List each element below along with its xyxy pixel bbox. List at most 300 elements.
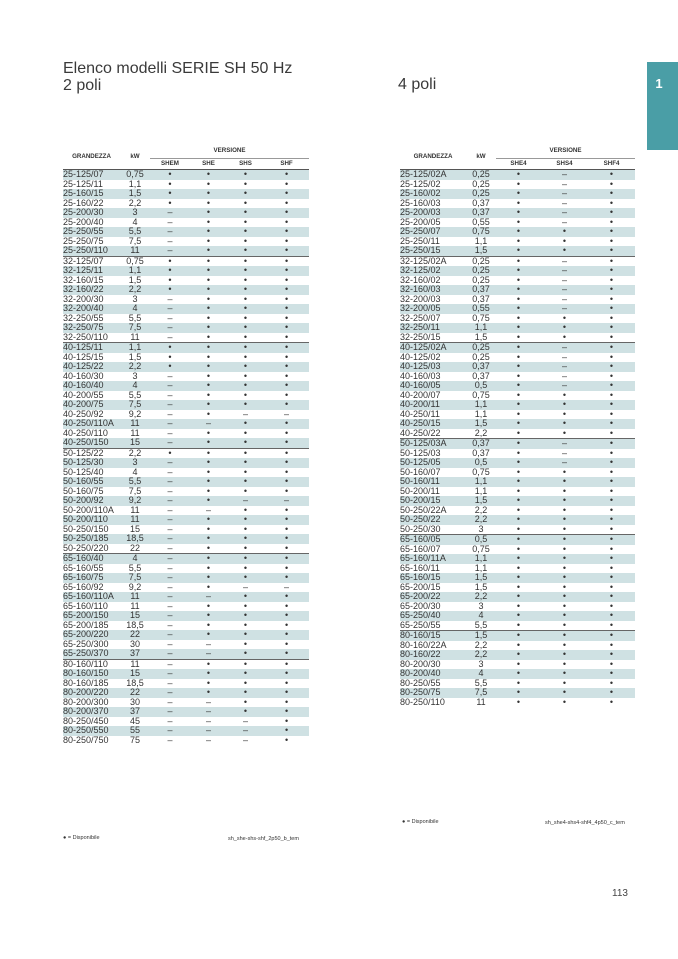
- version-availability: •: [264, 285, 309, 295]
- model-name: 65-200/185: [63, 620, 109, 630]
- version-availability: •: [264, 630, 309, 640]
- table-row: [63, 333, 309, 343]
- power-kw: 4: [120, 304, 150, 314]
- power-kw: 4: [120, 554, 150, 564]
- version-availability: –: [167, 371, 173, 381]
- version-availability: •: [609, 620, 614, 630]
- version-availability: •: [264, 611, 309, 621]
- model-name: 40-250/92: [63, 409, 104, 419]
- version-availability: –: [150, 400, 190, 410]
- model-name: 65-200/30: [400, 601, 441, 611]
- table-row: [400, 573, 635, 583]
- version-availability: •: [227, 592, 264, 602]
- version-availability: •: [588, 246, 635, 256]
- table-row: [400, 304, 635, 314]
- table-row: [63, 592, 309, 602]
- table-2-poli: [63, 144, 309, 745]
- version-availability: –: [541, 343, 588, 353]
- version-availability: •: [588, 208, 635, 218]
- version-availability: •: [609, 678, 614, 688]
- version-availability: •: [243, 697, 248, 707]
- model-name: 80-200/40: [400, 669, 466, 679]
- version-availability: –: [167, 332, 173, 342]
- table-row: [63, 170, 309, 180]
- version-availability: –: [205, 735, 211, 745]
- version-availability: •: [190, 256, 227, 266]
- version-availability: •: [609, 467, 614, 477]
- model-name: 40-125/03: [400, 362, 466, 372]
- version-availability: •: [609, 505, 614, 515]
- version-availability: •: [588, 535, 635, 545]
- table-row: [63, 554, 309, 564]
- power-kw: 0,75: [120, 170, 150, 180]
- power-kw: 3: [132, 294, 138, 304]
- model-name: 25-160/03: [400, 198, 441, 208]
- version-availability: •: [190, 515, 227, 525]
- version-availability: •: [243, 352, 248, 362]
- table-row: [400, 391, 635, 401]
- version-availability: –: [541, 266, 588, 276]
- version-availability: •: [190, 343, 227, 353]
- model-name: 32-250/07: [400, 313, 441, 323]
- version-availability: –: [167, 294, 173, 304]
- version-availability: •: [264, 189, 309, 199]
- power-kw: 0,75: [472, 390, 490, 400]
- version-availability: •: [496, 439, 541, 449]
- power-kw: 2,2: [128, 198, 142, 208]
- version-availability: •: [190, 246, 227, 256]
- table-row: [400, 641, 635, 651]
- model-name: 40-125/02: [400, 352, 441, 362]
- version-availability: •: [264, 304, 309, 314]
- table-row: [400, 679, 635, 689]
- version-availability: •: [243, 428, 248, 438]
- version-availability: –: [242, 716, 248, 726]
- version-availability: •: [206, 620, 211, 630]
- version-availability: •: [496, 650, 541, 660]
- power-kw: 1,1: [474, 236, 488, 246]
- version-availability: –: [150, 208, 190, 218]
- version-availability: •: [243, 332, 248, 342]
- power-kw: 5,5: [128, 563, 142, 573]
- model-name: 40-125/11: [63, 343, 120, 353]
- version-availability: •: [496, 688, 541, 698]
- model-name: 50-250/30: [400, 524, 441, 534]
- version-availability: •: [562, 678, 567, 688]
- version-availability: •: [588, 458, 635, 468]
- version-availability: •: [588, 496, 635, 506]
- power-kw: 37: [120, 707, 150, 717]
- power-kw: 0,37: [466, 439, 496, 449]
- version-availability: •: [496, 285, 541, 295]
- model-name: 65-160/110A: [63, 592, 120, 602]
- table-row: [63, 630, 309, 640]
- table-row: [63, 199, 309, 209]
- version-availability: •: [227, 630, 264, 640]
- version-availability: –: [167, 716, 173, 726]
- table-row: [400, 419, 635, 429]
- version-availability: •: [243, 371, 248, 381]
- version-availability: –: [150, 592, 190, 602]
- table-row: [63, 698, 309, 708]
- power-kw: 3: [478, 524, 484, 534]
- model-name: 65-160/75: [63, 573, 120, 583]
- table-row: [63, 218, 309, 228]
- version-availability: •: [284, 697, 289, 707]
- model-name: 40-160/03: [400, 371, 441, 381]
- version-availability: •: [243, 563, 248, 573]
- version-availability: •: [609, 524, 614, 534]
- version-availability: –: [242, 735, 248, 745]
- version-availability: •: [243, 639, 248, 649]
- table-row: [63, 659, 309, 669]
- version-availability: •: [264, 343, 309, 353]
- table-row: [400, 554, 635, 564]
- table-row: [63, 256, 309, 266]
- version-availability: •: [562, 563, 567, 573]
- version-availability: •: [190, 554, 227, 564]
- table-row: [63, 679, 309, 689]
- version-availability: •: [264, 362, 309, 372]
- version-availability: •: [284, 467, 289, 477]
- version-availability: •: [227, 266, 264, 276]
- power-kw: 0,5: [466, 381, 496, 391]
- version-availability: –: [150, 381, 190, 391]
- version-availability: •: [496, 535, 541, 545]
- version-availability: •: [516, 236, 521, 246]
- version-availability: •: [168, 198, 172, 208]
- version-availability: –: [167, 217, 173, 227]
- model-name: 65-200/22: [400, 592, 466, 602]
- version-availability: •: [206, 678, 211, 688]
- version-availability: •: [264, 649, 309, 659]
- power-kw: 2,2: [474, 640, 488, 650]
- col-header-shs: SHS: [227, 159, 264, 170]
- power-kw: 1,5: [120, 189, 150, 199]
- power-kw: 2,2: [466, 592, 496, 602]
- model-name: 50-250/185: [63, 534, 120, 544]
- power-kw: 2,2: [466, 650, 496, 660]
- table-row: [63, 564, 309, 574]
- table-row: [63, 438, 309, 448]
- version-availability: •: [541, 246, 588, 256]
- table-row: [63, 487, 309, 497]
- version-availability: •: [264, 208, 309, 218]
- version-availability: –: [205, 505, 211, 515]
- version-availability: •: [516, 524, 521, 534]
- version-availability: •: [243, 294, 248, 304]
- power-kw: 1,1: [474, 409, 488, 419]
- version-availability: •: [516, 601, 521, 611]
- version-availability: •: [190, 611, 227, 621]
- version-availability: •: [264, 170, 309, 180]
- version-availability: –: [150, 458, 190, 468]
- power-kw: 5,5: [120, 477, 150, 487]
- table-row: [400, 515, 635, 525]
- version-availability: –: [541, 362, 588, 372]
- power-kw: 1,5: [466, 496, 496, 506]
- version-availability: –: [150, 438, 190, 448]
- power-kw: 4: [466, 669, 496, 679]
- table-row: [400, 449, 635, 459]
- version-availability: •: [588, 343, 635, 353]
- power-kw: 2,2: [466, 515, 496, 525]
- version-availability: •: [588, 573, 635, 583]
- table-row: [400, 285, 635, 295]
- version-availability: •: [588, 256, 635, 266]
- version-availability: •: [284, 332, 289, 342]
- version-availability: •: [516, 313, 521, 323]
- model-name: 32-200/40: [63, 304, 120, 314]
- version-availability: •: [284, 620, 289, 630]
- table-row: [63, 372, 309, 382]
- table-row: [63, 717, 309, 727]
- version-availability: •: [227, 458, 264, 468]
- version-availability: •: [190, 659, 227, 669]
- version-availability: •: [284, 390, 289, 400]
- table-row: [63, 583, 309, 593]
- version-availability: –: [150, 496, 190, 506]
- version-availability: •: [588, 362, 635, 372]
- version-availability: –: [167, 428, 173, 438]
- model-name: 32-160/15: [63, 275, 104, 285]
- version-availability: –: [167, 467, 173, 477]
- version-availability: •: [609, 640, 614, 650]
- version-availability: •: [264, 227, 309, 237]
- power-kw: 11: [120, 246, 150, 256]
- version-availability: •: [562, 332, 567, 342]
- version-availability: –: [561, 352, 567, 362]
- power-kw: 0,75: [120, 256, 150, 266]
- version-availability: •: [609, 390, 614, 400]
- version-availability: •: [190, 477, 227, 487]
- power-kw: 15: [129, 524, 140, 534]
- version-availability: •: [227, 477, 264, 487]
- model-name: 25-200/30: [63, 208, 120, 218]
- version-availability: •: [206, 467, 211, 477]
- model-name: 65-200/15: [400, 582, 441, 592]
- power-kw: 0,25: [466, 256, 496, 266]
- version-availability: •: [284, 505, 289, 515]
- version-availability: •: [168, 179, 172, 189]
- table-row: [63, 515, 309, 525]
- model-name: 25-125/11: [63, 179, 103, 189]
- version-availability: –: [227, 496, 264, 506]
- table-row: [400, 611, 635, 621]
- model-name: 25-250/75: [63, 236, 104, 246]
- version-availability: •: [206, 294, 211, 304]
- version-availability: •: [206, 217, 211, 227]
- table-row: [63, 496, 309, 506]
- power-kw: 2,2: [120, 285, 150, 295]
- table-row: [63, 362, 309, 372]
- version-availability: •: [206, 179, 211, 189]
- version-availability: –: [150, 611, 190, 621]
- version-availability: •: [190, 170, 227, 180]
- power-kw: 37: [120, 649, 150, 659]
- version-availability: •: [516, 620, 521, 630]
- version-availability: •: [264, 515, 309, 525]
- version-availability: •: [609, 236, 614, 246]
- version-availability: •: [284, 371, 289, 381]
- version-availability: •: [562, 582, 567, 592]
- table-row: [400, 525, 635, 535]
- power-kw: 18,5: [120, 534, 150, 544]
- table-row: [63, 458, 309, 468]
- version-availability: •: [227, 554, 264, 564]
- power-kw: 15: [120, 611, 150, 621]
- col-header-versione: VERSIONE: [496, 144, 635, 159]
- version-availability: •: [609, 332, 614, 342]
- version-availability: •: [541, 611, 588, 621]
- version-availability: •: [284, 294, 289, 304]
- power-kw: 5,5: [128, 313, 142, 323]
- version-availability: •: [227, 534, 264, 544]
- power-kw: 30: [129, 639, 140, 649]
- version-availability: •: [496, 304, 541, 314]
- version-availability: •: [227, 362, 264, 372]
- table-row: [63, 353, 309, 363]
- version-availability: •: [516, 678, 521, 688]
- version-availability: •: [190, 400, 227, 410]
- version-availability: –: [150, 649, 190, 659]
- version-availability: •: [516, 217, 521, 227]
- version-availability: •: [609, 275, 614, 285]
- version-availability: •: [562, 467, 567, 477]
- version-availability: –: [541, 208, 588, 218]
- version-availability: –: [541, 170, 588, 180]
- power-kw: 1,1: [120, 343, 150, 353]
- table-row: [63, 314, 309, 324]
- version-availability: •: [150, 285, 190, 295]
- power-kw: 1,1: [466, 554, 496, 564]
- version-availability: •: [516, 352, 521, 362]
- table-row: [63, 246, 309, 256]
- version-availability: •: [516, 332, 521, 342]
- col-header-versione: VERSIONE: [150, 144, 309, 159]
- model-name: 80-160/22A: [400, 640, 447, 650]
- version-availability: •: [227, 304, 264, 314]
- version-availability: •: [588, 631, 635, 641]
- version-availability: •: [190, 496, 227, 506]
- power-kw: 30: [129, 697, 140, 707]
- model-name: 25-160/22: [63, 198, 104, 208]
- version-availability: •: [190, 630, 227, 640]
- power-kw: 0,75: [472, 467, 490, 477]
- version-availability: •: [562, 640, 567, 650]
- legend-text: = Disponibile: [406, 819, 439, 825]
- power-kw: 22: [129, 543, 140, 553]
- version-availability: •: [227, 246, 264, 256]
- page-number: 113: [612, 888, 628, 899]
- power-kw: 0,37: [466, 285, 496, 295]
- model-name: 65-200/220: [63, 630, 120, 640]
- model-name: 25-200/05: [400, 217, 441, 227]
- version-availability: •: [588, 554, 635, 564]
- version-availability: –: [205, 697, 211, 707]
- power-kw: 0,75: [466, 227, 496, 237]
- version-availability: –: [190, 726, 227, 736]
- table-row: [400, 199, 635, 209]
- model-name: 65-160/92: [63, 582, 104, 592]
- version-availability: •: [588, 477, 635, 487]
- version-availability: •: [516, 428, 521, 438]
- version-availability: –: [541, 304, 588, 314]
- model-name: 32-250/75: [63, 323, 120, 333]
- col-header-shf: SHF: [264, 159, 309, 170]
- col-header-grandezza: GRANDEZZA: [63, 144, 120, 170]
- table-row: [400, 353, 635, 363]
- version-availability: –: [541, 256, 588, 266]
- power-kw: 1,1: [128, 179, 142, 189]
- version-availability: •: [227, 189, 264, 199]
- col-header-shem: SHEM: [150, 159, 190, 170]
- table-row: [63, 285, 309, 295]
- version-availability: •: [496, 323, 541, 333]
- version-availability: •: [150, 189, 190, 199]
- col-header-she: SHE: [190, 159, 227, 170]
- version-availability: •: [541, 592, 588, 602]
- version-availability: •: [516, 390, 521, 400]
- version-availability: •: [496, 208, 541, 218]
- model-name: 65-250/40: [400, 611, 466, 621]
- version-availability: •: [264, 381, 309, 391]
- table-code-2-poli: sh_she-shs-shf_2p50_b_tem: [228, 836, 299, 842]
- power-kw: 0,5: [466, 458, 496, 468]
- col-header-she4: SHE4: [496, 159, 541, 170]
- version-availability: •: [541, 227, 588, 237]
- version-availability: –: [205, 716, 211, 726]
- model-name: 65-160/110: [63, 601, 108, 611]
- model-name: 32-200/03: [400, 294, 441, 304]
- version-availability: •: [227, 381, 264, 391]
- version-availability: •: [588, 669, 635, 679]
- version-availability: –: [167, 620, 173, 630]
- version-availability: •: [541, 554, 588, 564]
- table-row: [63, 381, 309, 391]
- version-availability: •: [284, 486, 289, 496]
- version-availability: •: [496, 362, 541, 372]
- model-name: 32-125/07: [63, 256, 120, 266]
- model-name: 25-125/07: [63, 170, 120, 180]
- version-availability: •: [588, 304, 635, 314]
- version-availability: –: [561, 198, 567, 208]
- version-availability: •: [206, 428, 211, 438]
- model-name: 40-250/22: [400, 428, 441, 438]
- version-availability: –: [561, 179, 567, 189]
- version-availability: –: [150, 304, 190, 314]
- power-kw: 11: [130, 505, 140, 515]
- power-kw: 11: [476, 697, 486, 707]
- version-availability: –: [150, 669, 190, 679]
- version-availability: •: [190, 448, 227, 458]
- table-row: [400, 487, 635, 497]
- model-name: 50-250/150: [63, 524, 109, 534]
- model-name: 25-250/07: [400, 227, 466, 237]
- version-availability: –: [167, 697, 173, 707]
- version-availability: •: [496, 381, 541, 391]
- version-availability: –: [541, 439, 588, 449]
- power-kw: 11: [120, 419, 150, 429]
- version-availability: •: [588, 266, 635, 276]
- model-name: 80-250/550: [63, 726, 120, 736]
- version-availability: •: [562, 505, 567, 515]
- table-row: [63, 611, 309, 621]
- table-row: [63, 468, 309, 478]
- model-name: 50-160/07: [400, 467, 441, 477]
- version-availability: •: [516, 505, 521, 515]
- model-name: 32-250/55: [63, 313, 104, 323]
